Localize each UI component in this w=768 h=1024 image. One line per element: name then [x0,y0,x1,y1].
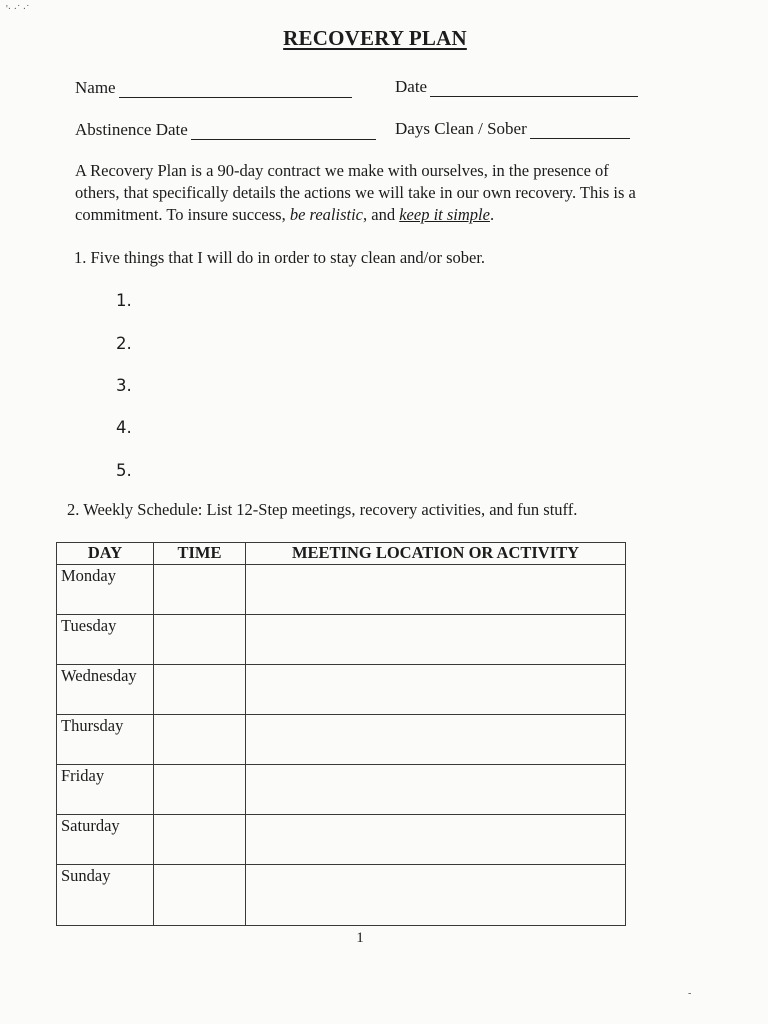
date-line[interactable] [430,82,638,97]
header-time: TIME [154,543,246,565]
table-header-row [57,543,626,565]
table-row [57,815,626,865]
table-row [57,765,626,815]
intro-emphasis: be realistic [289,205,364,224]
days-clean-label: Days Clean / Sober [395,119,527,138]
name-line[interactable] [119,83,352,98]
header-activity: MEETING LOCATION OR ACTIVITY [246,543,626,565]
name-field[interactable] [75,78,352,98]
weekly-schedule-table [56,542,626,926]
activity-cell[interactable] [246,665,626,715]
activity-cell[interactable] [246,765,626,815]
table-row [57,665,626,715]
intro-paragraph [75,160,655,226]
list-item-number: 2. [116,334,132,353]
name-label: Name [75,78,116,97]
question-2: 2. Weekly Schedule: List 12-Step meetings, recovery activities, and fun stuff. [67,500,578,519]
abstinence-date-line[interactable] [191,125,376,140]
time-cell[interactable] [154,865,246,926]
activity-cell[interactable] [246,615,626,665]
list-item-number: 5. [116,461,132,480]
time-cell[interactable] [154,615,246,665]
header-day: DAY [57,543,154,565]
table-row [57,565,626,615]
intro-text-1: A Recovery Plan is a 90-day contract we make with ourselves, in the presence of others, that specifically details the actions we will take in our own recovery. This is a commitment. To insure success, [75,161,636,224]
intro-text-3: . [489,205,495,224]
day-cell: Saturday [57,815,154,865]
abstinence-date-label: Abstinence Date [75,120,188,139]
date-field[interactable] [395,77,638,97]
activity-cell[interactable] [246,715,626,765]
list-item-number: 1. [116,291,132,310]
page-number: 1 [356,930,364,946]
day-cell: Monday [57,565,154,615]
scan-speck: '· ·˙ ·˙ [6,4,30,15]
time-cell[interactable] [154,665,246,715]
time-cell[interactable] [154,815,246,865]
days-clean-line[interactable] [530,124,630,139]
day-cell: Friday [57,765,154,815]
table-row [57,715,626,765]
activity-cell[interactable] [246,815,626,865]
days-clean-field[interactable] [395,119,630,139]
day-cell: Tuesday [57,615,154,665]
list-item-number: 3. [116,376,132,395]
scan-speck: - [688,988,692,999]
date-label: Date [395,77,428,96]
day-cell: Thursday [57,715,154,765]
question-1: 1. Five things that I will do in order to stay clean and/or sober. [74,248,486,267]
activity-cell[interactable] [246,865,626,926]
intro-text-2: , and [363,205,400,224]
day-cell: Wednesday [57,665,154,715]
day-cell: Sunday [57,865,154,926]
time-cell[interactable] [154,715,246,765]
table-row [57,865,626,926]
abstinence-date-field[interactable] [75,120,376,140]
intro-underlined: keep it simple [399,205,490,224]
document-title: RECOVERY PLAN [283,26,467,50]
table-row [57,615,626,665]
time-cell[interactable] [154,765,246,815]
time-cell[interactable] [154,565,246,615]
list-item-number: 4. [116,418,132,437]
activity-cell[interactable] [246,565,626,615]
